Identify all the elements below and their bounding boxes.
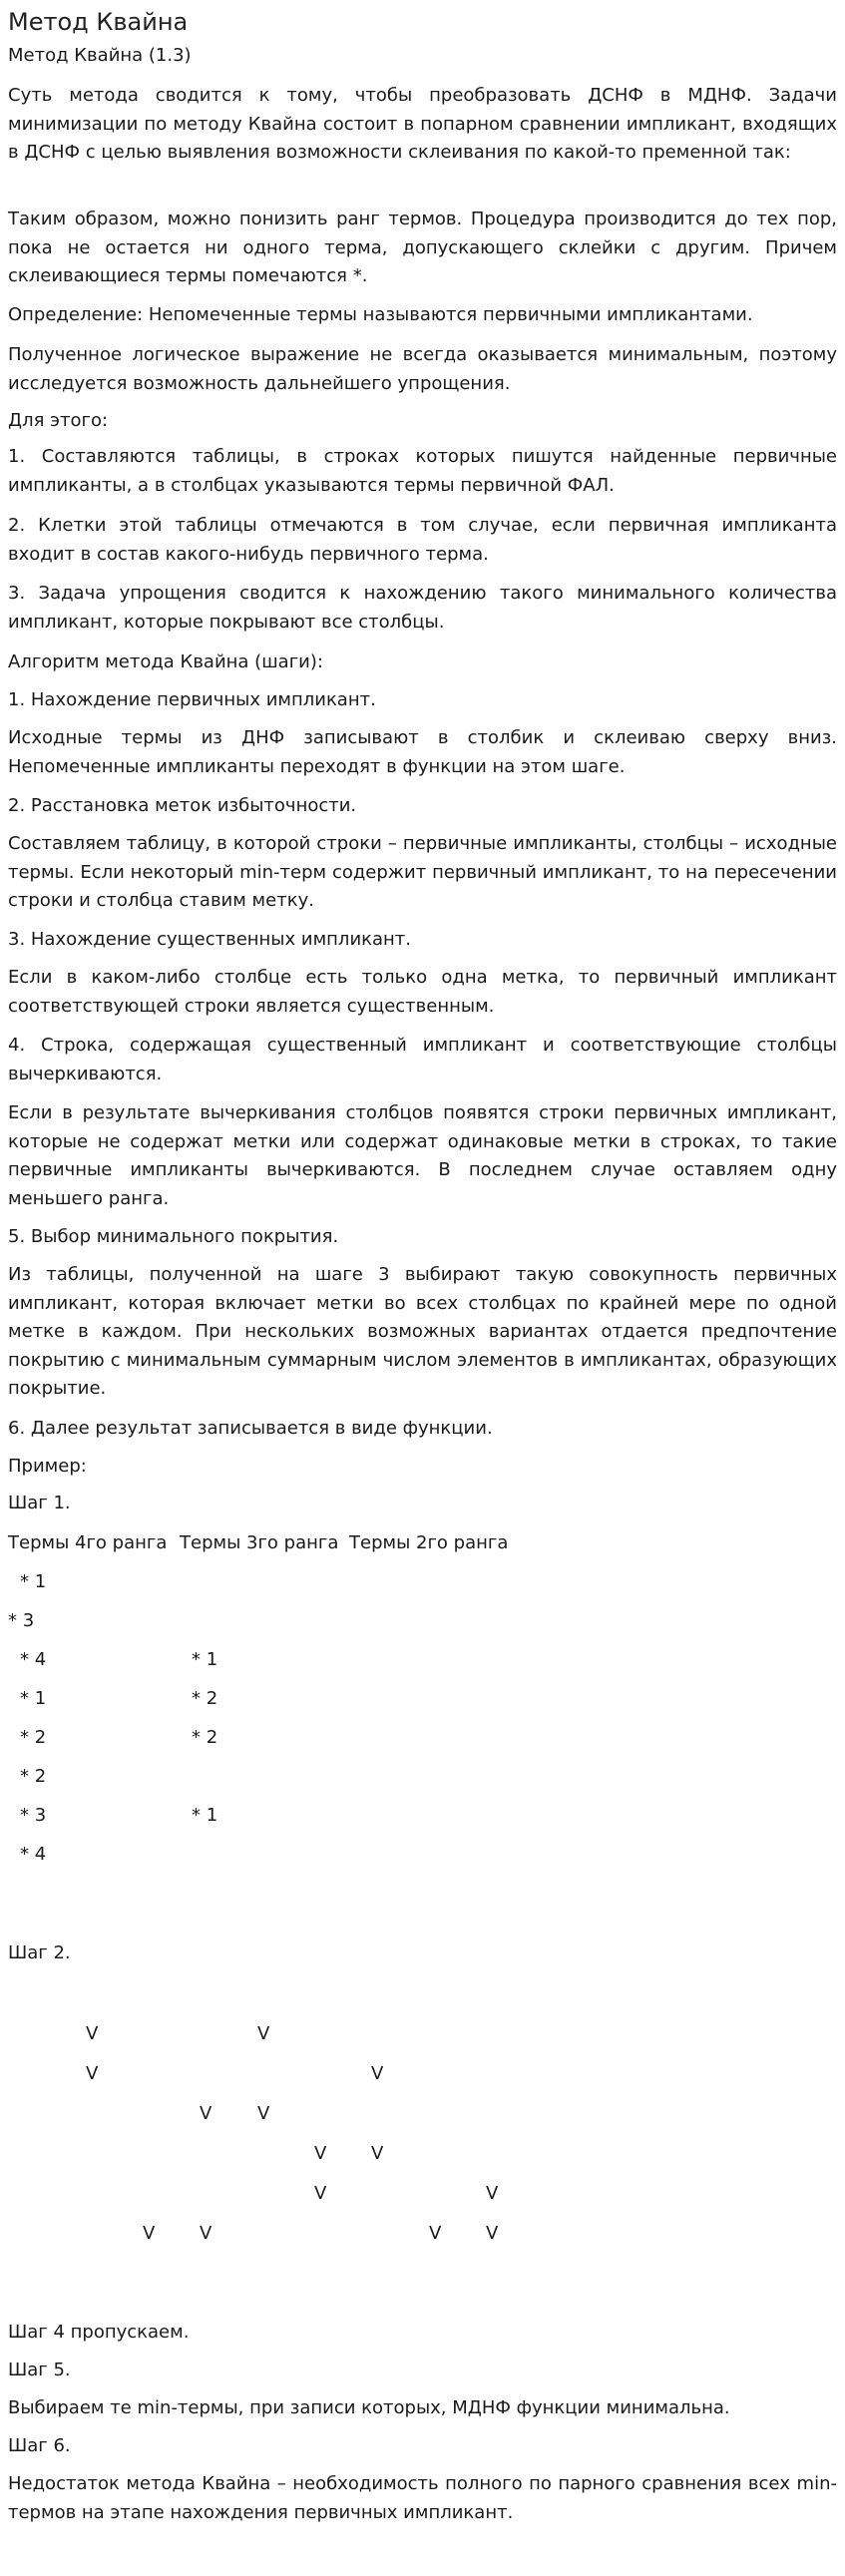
paragraph-step-4-text: 4. Строка, содержащая существенный импликант и соответствующие столбцы вычеркиваются. (8, 1035, 837, 1084)
rank-4-term: * 4 (20, 1649, 47, 1670)
example-step-6-label: Шаг 6. (8, 2435, 71, 2456)
coverage-mark: V (200, 2223, 212, 2244)
rank-4-term: * 4 (20, 1844, 47, 1865)
example-step-5-label: Шаг 5. (8, 2360, 71, 2380)
paragraph-example: Пример: (8, 1456, 87, 1477)
paragraph-item-1: 1. Составляются таблицы, в строках которых пишутся найденные первичные импликанты, а в столбцах указываются термы первичной ФАЛ. (8, 446, 837, 496)
paragraph-step-2-heading: 2. Расстановка меток избыточности. (8, 795, 357, 816)
column-header-rank-2: Термы 2го ранга (349, 1532, 509, 1553)
paragraph-item-3: 3. Задача упрощения сводится к нахождению такого минимального количества импликант, которые покрывают все столбцы. (8, 583, 837, 633)
coverage-mark: V (429, 2223, 442, 2244)
paragraph-algorithm-heading: Алгоритм метода Квайна (шаги): (8, 651, 323, 672)
coverage-mark: V (200, 2103, 212, 2124)
coverage-mark: V (314, 2143, 327, 2164)
paragraph-drawback: Недостаток метода Квайна – необходимость полного по парного сравнения всех min-термов на этапе нахождения первичных импликант. (8, 2473, 837, 2523)
coverage-mark: V (371, 2143, 384, 2164)
paragraph-not-minimal: Полученное логическое выражение не всегда оказывается минимальным, поэтому исследуется возможность дальнейшего упрощения. (8, 344, 837, 394)
paragraph-step-1-heading: 1. Нахождение первичных импликант. (8, 689, 376, 710)
rank-4-term: * 1 (20, 1688, 47, 1709)
example-step-4-label: Шаг 4 пропускаем. (8, 2322, 190, 2343)
rank-4-term: * 1 (20, 1571, 47, 1592)
coverage-mark: V (486, 2223, 499, 2244)
coverage-mark: V (486, 2183, 499, 2204)
rank-3-term: * 1 (192, 1649, 218, 1670)
paragraph-intro: Суть метода сводится к тому, чтобы преобразовать ДСНФ в МДНФ. Задачи минимизации по методу Квайна состоит в попарном сравнении импликант, входящих в ДСНФ с целью выявления возможности склеивания по какой-то пременной так: (8, 85, 837, 163)
coverage-mark: V (86, 2063, 99, 2084)
rank-3-term: * 2 (192, 1727, 218, 1748)
coverage-mark: V (257, 2023, 270, 2044)
rank-3-term: * 2 (192, 1688, 218, 1709)
paragraph-step-3-text: Если в каком-либо столбце есть только одна метка, то первичный импликант соответствующей строки является существенным. (8, 967, 837, 1017)
paragraph-step-5-choice: Выбираем те min-термы, при записи которых, МДНФ функции минимальна. (8, 2397, 730, 2418)
paragraph-step-5-text: Из таблицы, полученной на шаге 3 выбирают такую совокупность первичных импликант, которая включает метки во всех столбцах по крайней мере по одной метке в каждом. При нескольких возможных вариантах отдается предпочтение покрытию с минимальным суммарным числом элементов в импликантах, образующих покрытие. (8, 1264, 837, 1399)
page-title: Метод Квайна (8, 8, 189, 36)
coverage-mark: V (86, 2023, 99, 2044)
example-step-2-label: Шаг 2. (8, 1942, 71, 1963)
paragraph-rank-reduction: Таким образом, можно понизить ранг термов. Процедура производится до тех пор, пока не остается ни одного терма, допускающего склейки с другим. Причем склеивающиеся термы помечаются *. (8, 209, 837, 286)
rank-4-term: * 2 (20, 1766, 47, 1787)
coverage-mark: V (371, 2063, 384, 2084)
paragraph-step-2-text: Составляем таблицу, в которой строки – первичные импликанты, столбцы – исходные термы. Если некоторый min-терм содержит первичный импликант, то на пересечении строки и столбца ставим метку. (8, 833, 837, 911)
example-step-1-label: Шаг 1. (8, 1493, 71, 1513)
page-subtitle: Метод Квайна (1.3) (8, 45, 192, 66)
paragraph-item-2: 2. Клетки этой таблицы отмечаются в том случае, если первичная импликанта входит в состав какого-нибудь первичного терма. (8, 515, 837, 565)
paragraph-definition: Определение: Непомеченные термы называются первичными импликантами. (8, 304, 753, 325)
rank-4-term: * 3 (20, 1805, 47, 1826)
paragraph-step-3-heading: 3. Нахождение существенных импликант. (8, 929, 412, 950)
paragraph-for-this: Для этого: (8, 410, 109, 431)
coverage-mark: V (257, 2103, 270, 2124)
rank-3-term: * 1 (192, 1805, 218, 1826)
rank-4-term: * 3 (8, 1610, 35, 1631)
rank-4-term: * 2 (20, 1727, 47, 1748)
paragraph-crossing-out: Если в результате вычеркивания столбцов появятся строки первичных импликант, которые не содержат метки или содержат одинаковые метки в строках, то такие первичные импликанты вычеркиваются. В последнем случае оставляем одну меньшего ранга. (8, 1102, 837, 1209)
paragraph-step-1-text: Исходные термы из ДНФ записывают в столбик и склеиваю сверху вниз. Непомеченные импликанты переходят в функции на этом шаге. (8, 727, 837, 777)
column-header-rank-4: Термы 4го ранга (8, 1532, 168, 1553)
coverage-mark: V (143, 2223, 156, 2244)
coverage-mark: V (314, 2183, 327, 2204)
column-header-rank-3: Термы 3го ранга (180, 1532, 339, 1553)
paragraph-step-6-heading: 6. Далее результат записывается в виде функции. (8, 1418, 493, 1439)
paragraph-step-5-heading: 5. Выбор минимального покрытия. (8, 1226, 339, 1247)
